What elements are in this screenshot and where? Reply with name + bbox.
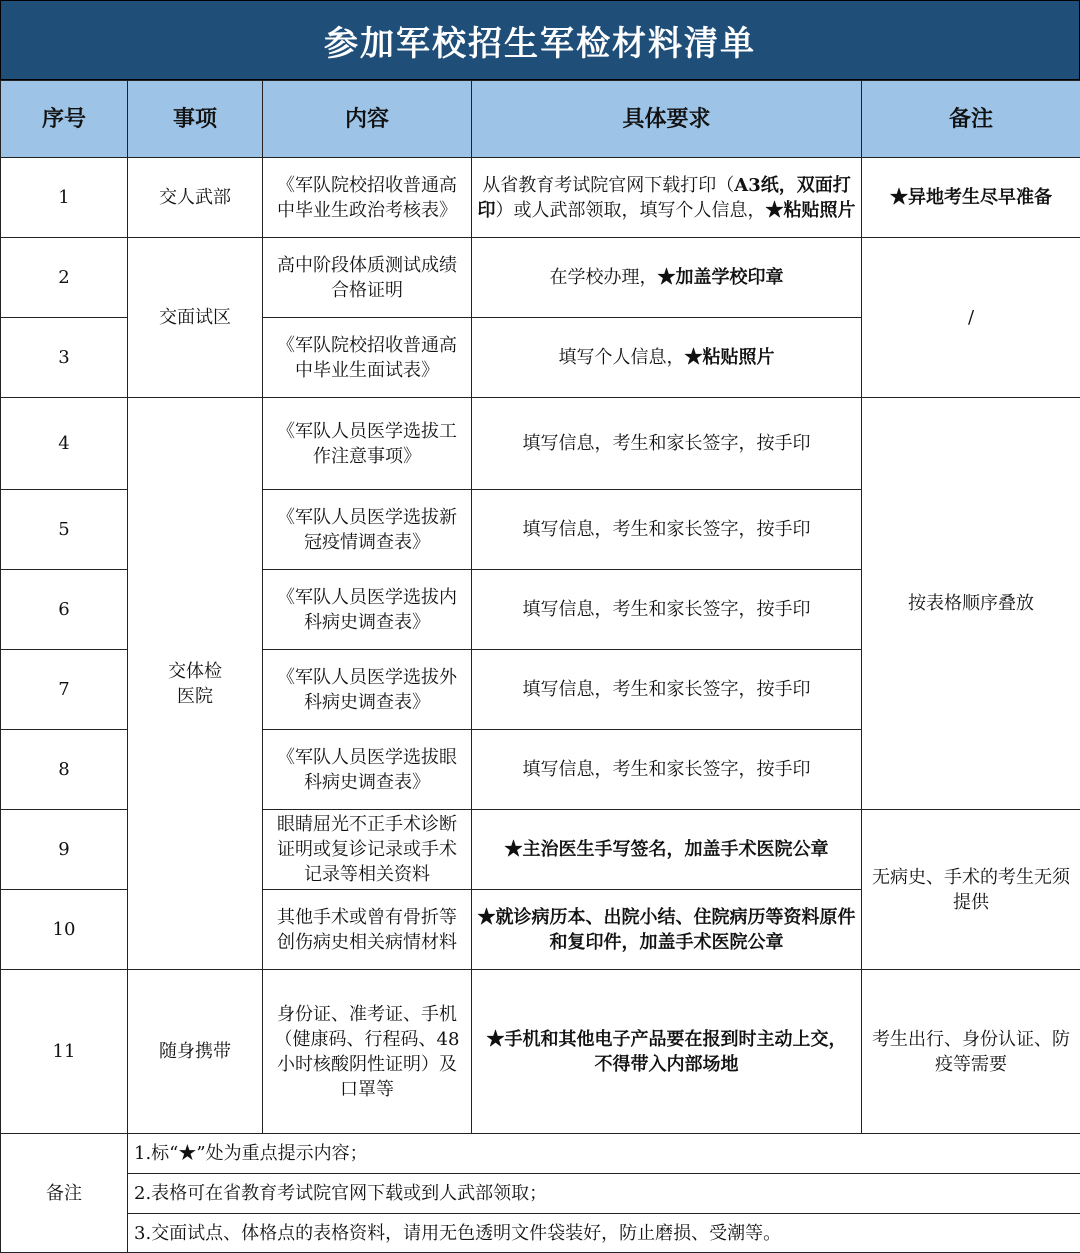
row-seq: 8 [1, 730, 128, 810]
page-title: 参加军校招生军检材料清单 [0, 0, 1080, 80]
row-content: 高中阶段体质测试成绩合格证明 [263, 238, 472, 318]
row-requirement: ★手机和其他电子产品要在报到时主动上交，不得带入内部场地 [472, 970, 862, 1134]
header-content: 内容 [263, 81, 472, 158]
row-content: 《军队人员医学选拔新冠疫情调查表》 [263, 490, 472, 570]
row-content: 《军队人员医学选拔外科病史调查表》 [263, 650, 472, 730]
row-requirement: 填写信息，考生和家长签字，按手印 [472, 650, 862, 730]
header-remark: 备注 [862, 81, 1080, 158]
row-item: 交人武部 [128, 158, 263, 238]
row-remark: 考生出行、身份认证、防疫等需要 [862, 970, 1080, 1134]
row-content: 《军队人员医学选拔工作注意事项》 [263, 398, 472, 490]
note-item: 1.标“★”处为重点提示内容； [128, 1134, 1080, 1174]
row-requirement: 填写信息，考生和家长签字，按手印 [472, 570, 862, 650]
notes-row [1, 1214, 1080, 1253]
row-requirement: 填写信息，考生和家长签字，按手印 [472, 730, 862, 810]
row-seq: 7 [1, 650, 128, 730]
req-emphasis: ★粘贴照片 [765, 199, 856, 221]
notes-row [1, 1134, 1080, 1174]
row-remark: / [862, 238, 1080, 398]
row-item: 交面试区 [128, 238, 263, 398]
row-seq: 11 [1, 970, 128, 1134]
req-text: ）或人武部领取，填写个人信息， [495, 199, 766, 221]
row-item-label: 交体检医院 [168, 660, 222, 707]
row-requirement: 填写信息，考生和家长签字，按手印 [472, 398, 862, 490]
header-requirement: 具体要求 [472, 81, 862, 158]
row-content: 眼睛屈光不正手术诊断证明或复诊记录或手术记录等相关资料 [263, 810, 472, 890]
row-seq: 3 [1, 318, 128, 398]
row-content: 《军队人员医学选拔眼科病史调查表》 [263, 730, 472, 810]
req-emphasis: A3纸，双面打印 [477, 174, 851, 221]
row-content: 《军队院校招收普通高中毕业生面试表》 [263, 318, 472, 398]
row-remark: 按表格顺序叠放 [862, 398, 1080, 810]
row-content: 身份证、准考证、手机（健康码、行程码、48小时核酸阴性证明）及口罩等 [263, 970, 472, 1134]
materials-table [0, 80, 1080, 1253]
row-seq: 6 [1, 570, 128, 650]
row-requirement [472, 158, 862, 238]
row-requirement: ★主治医生手写签名，加盖手术医院公章 [472, 810, 862, 890]
req-text: 填写个人信息， [558, 347, 685, 368]
req-emphasis: ★加盖学校印章 [657, 267, 784, 288]
header-item: 事项 [128, 81, 263, 158]
row-item [128, 398, 263, 970]
header-seq: 序号 [1, 81, 128, 158]
row-requirement: ★就诊病历本、出院小结、住院病历等资料原件和复印件，加盖手术医院公章 [472, 890, 862, 970]
row-content: 《军队院校招收普通高中毕业生政治考核表》 [263, 158, 472, 238]
notes-row [1, 1174, 1080, 1214]
row-requirement [472, 318, 862, 398]
row-requirement: 填写信息，考生和家长签字，按手印 [472, 490, 862, 570]
row-remark: ★异地考生尽早准备 [862, 158, 1080, 238]
row-seq: 5 [1, 490, 128, 570]
note-item: 2.表格可在省教育考试院官网下载或到人武部领取； [128, 1174, 1080, 1214]
row-seq: 2 [1, 238, 128, 318]
notes-label: 备注 [1, 1134, 128, 1253]
row-seq: 1 [1, 158, 128, 238]
table-row [1, 158, 1080, 238]
note-item: 3.交面试点、体格点的表格资料，请用无色透明文件袋装好，防止磨损、受潮等。 [128, 1214, 1080, 1253]
row-content: 其他手术或曾有骨折等创伤病史相关病情材料 [263, 890, 472, 970]
req-text: 从省教育考试院官网下载打印（ [482, 174, 735, 196]
header-row [1, 81, 1080, 158]
req-emphasis: ★粘贴照片 [684, 347, 775, 368]
row-seq: 4 [1, 398, 128, 490]
req-text: 在学校办理， [549, 267, 658, 288]
table-row [1, 238, 1080, 318]
table-row [1, 970, 1080, 1134]
row-requirement [472, 238, 862, 318]
row-item: 随身携带 [128, 970, 263, 1134]
row-remark: 无病史、手术的考生无须提供 [862, 810, 1080, 970]
table-row [1, 398, 1080, 490]
row-content: 《军队人员医学选拔内科病史调查表》 [263, 570, 472, 650]
row-seq: 9 [1, 810, 128, 890]
row-seq: 10 [1, 890, 128, 970]
